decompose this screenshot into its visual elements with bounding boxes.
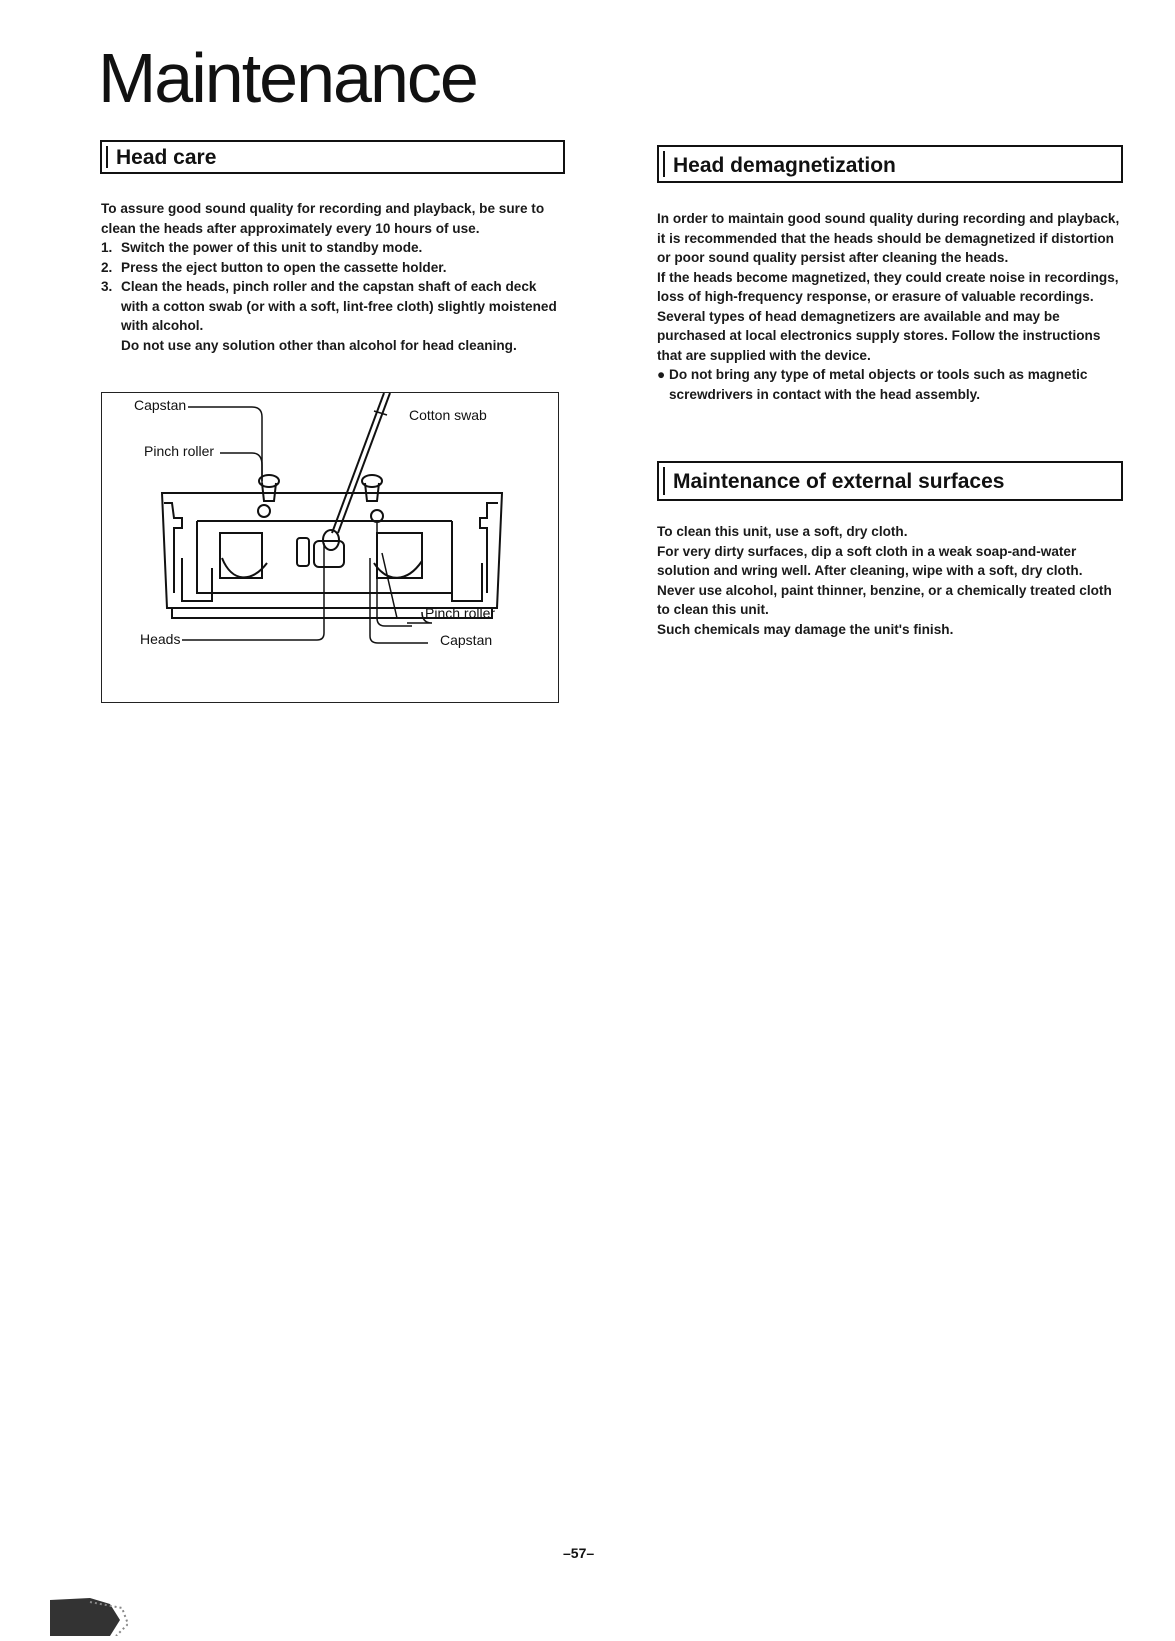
head-care-note: Do not use any solution other than alcohol for head cleaning. — [121, 337, 517, 353]
external-line: To clean this unit, use a soft, dry cloth. — [657, 524, 908, 539]
page-title: Maintenance — [98, 39, 477, 117]
head-care-heading-box — [100, 140, 565, 174]
head-demagnetization-heading: Head demagnetization — [673, 154, 896, 177]
demag-bullet-text: Do not bring any type of metal objects or tools such as magnetic screwdrivers in contact with the head assembly. — [669, 367, 1088, 402]
step-number: 3. — [101, 279, 113, 294]
demag-bullet-item — [657, 365, 1123, 404]
step-text: Press the eject button to open the cassette holder. — [121, 259, 447, 275]
external-line: Such chemicals may damage the unit's finish. — [657, 621, 954, 637]
step-text: Switch the power of this unit to standby mode. — [121, 240, 423, 255]
label-capstan-top: Capstan — [134, 397, 187, 413]
label-heads: Heads — [140, 631, 181, 647]
label-pinch-roller-bottom: Pinch roller — [425, 605, 496, 621]
head-care-steps — [101, 238, 564, 336]
bullet-icon: ● — [657, 367, 666, 382]
head-care-step — [101, 258, 564, 278]
external-line: Never use alcohol, paint thinner, benzine, or a chemically treated cloth to clean this unit. — [657, 582, 1112, 617]
label-capstan-bottom: Capstan — [440, 632, 493, 648]
head-care-intro: To assure good sound quality for recording and playback, be sure to clean the heads after approximately every 10 hours of use. — [101, 201, 545, 236]
demag-para-1: In order to maintain good sound quality during recording and playback, it is recommended that the heads should be demagnetized if distortion or poor sound quality persist after cleaning the heads. — [657, 211, 1120, 265]
page-number: –57– — [563, 1545, 595, 1561]
head-care-step — [101, 277, 564, 336]
scan-artifact-mark — [50, 1590, 128, 1636]
external-surfaces-text — [657, 522, 1123, 639]
step-text: Clean the heads, pinch roller and the capstan shaft of each deck with a cotton swab (or with a soft, lint-free cloth) slightly moistened with alcohol. — [121, 279, 557, 333]
demag-para-2: If the heads become magnetized, they could create noise in recordings, loss of high-frequency response, or erasure of valuable recordings. Several types of head demagnetizers are available and may be purchased at local electronics supply stores. Follow the instructions that are supplied with the device. — [657, 269, 1119, 363]
external-surfaces-heading: Maintenance of external surfaces — [673, 470, 1005, 493]
head-cleaning-diagram — [101, 392, 559, 703]
step-number: 2. — [101, 259, 113, 275]
external-line: For very dirty surfaces, dip a soft cloth in a weak soap-and-water solution and wring well. After cleaning, wipe with a soft, dry cloth. — [657, 543, 1083, 578]
head-demagnetization-text — [657, 209, 1123, 404]
step-number: 1. — [101, 240, 113, 255]
external-surfaces-heading-box — [657, 461, 1123, 501]
head-care-step — [101, 238, 564, 258]
head-care-text — [101, 199, 564, 355]
label-cotton-swab: Cotton swab — [409, 407, 487, 423]
head-care-heading: Head care — [116, 146, 217, 169]
label-pinch-roller-top: Pinch roller — [144, 443, 215, 459]
head-demagnetization-heading-box — [657, 145, 1123, 183]
cassette-deck-illustration — [102, 393, 558, 702]
